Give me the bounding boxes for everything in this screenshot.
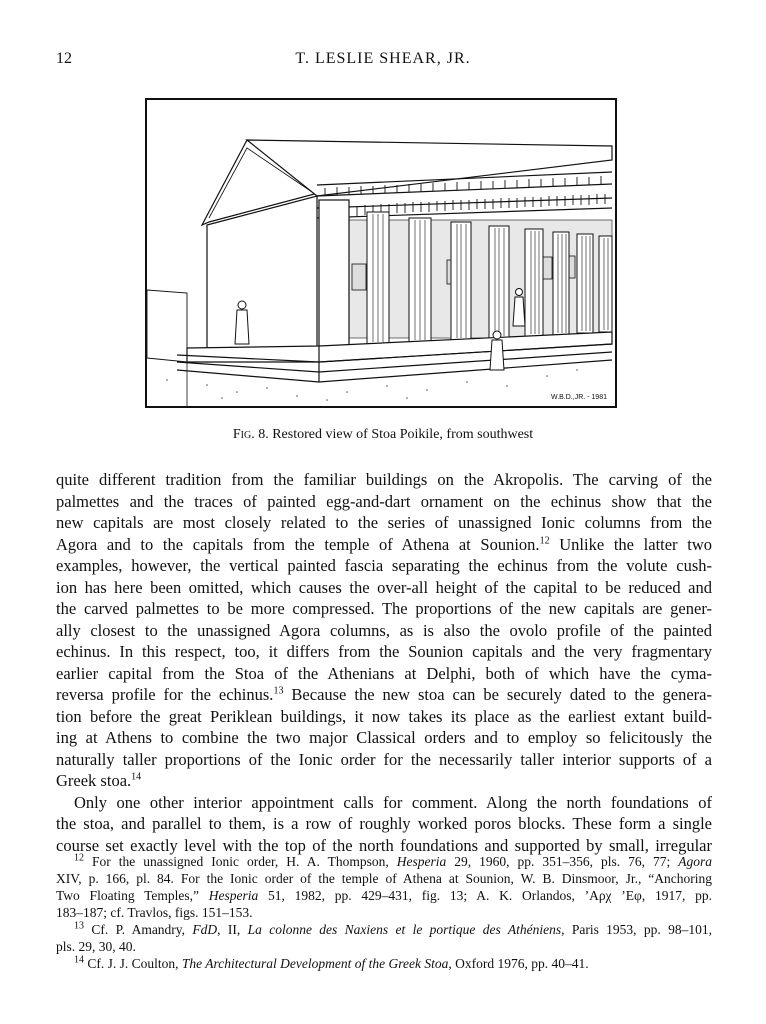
footnote-line: XIV, p. 166, pl. 84. For the Ionic order of the temple of Athena at Sounion, W. B. Dinsmoor, Jr., “Anchoring [56,871,712,886]
footnote-ref: 12 [539,535,550,546]
body-line: echinus. In this respect, too, it differs from the Sounion capitals and the very fragmentary [56,642,712,661]
figure-stoa-drawing [145,98,617,408]
figure-caption [0,427,766,443]
body-line: Only one other interior appointment calls for comment. Along the north foundations of [74,792,712,812]
running-title: T. LESLIE SHEAR, JR. [295,50,471,67]
figure-signature: W.B.D.,JR. - 1981 [550,394,607,401]
body-line: Greek stoa.$^{14}$ [56,771,142,790]
caption-figure-label: Fig. 8. [232,427,269,442]
footnote-line: pls. 29, 30, 40. [56,939,136,954]
caption-text: Restored view of Stoa Poikile, from southwest [268,427,534,442]
body-line: ing at Athens to combine the two major Classical orders and to employ so felicitously the [56,728,712,747]
body-line: the carved palmettes to be more compressed. The proportions of the new capitals are gener- [56,599,712,618]
footnote-line: 183–187; cf. Travlos, figs. 151–153. [56,905,253,920]
footnote-ref: 13 [273,685,284,697]
footnote-14: $^{14}$ Cf. J. J. Coulton, The Architectural Development of the Greek Stoa, Oxford 1976, pp. 40–41. [74,954,589,971]
body-line: tion before the great Periklean buildings, it now takes its place as the earliest extant build- [56,706,712,726]
body-line: palmettes and the traces of painted egg-and-dart ornament on the echinus show that the [56,491,712,511]
body-line: Agora and to the capitals from the temple of Athena at Sounion.$^{12}$ Unlike the latter two [56,534,712,554]
body-line: earlier capital from the Stoa of the Athenians at Delphi, both of which have the cyma- [56,663,712,683]
body-line: naturally taller proportions of the Ionic order for the necessarily taller interior supports of a [56,749,712,769]
page-number: 12 [56,50,72,67]
body-line: the stoa, and parallel to them, is a row of roughly worked poros blocks. These form a single [56,814,712,833]
body-line: examples, however, the vertical painted fascia separating the echinus from the volute cush- [56,556,712,575]
body-line: ally closest to the unassigned Agora columns, as is also the ovolo profile of the painted [56,620,712,640]
footnote-12: $^{12}$ For the unassigned Ionic order, H. A. Thompson, Hesperia 29, 1960, pp. 351–356, pls. 76, 77; Agora [74,852,712,869]
footnote-line: Two Floating Temples,” Hesperia 51, 1982, pp. 429–431, fig. 13; A. K. Orlandos, ’Αρχ ’Εφ, 1917, pp. [56,888,712,903]
body-line: reversa profile for the echinus.$^{13}$ Because the new stoa can be securely dated to the genera- [56,685,712,704]
body-text [56,469,712,856]
body-line: new capitals are most closely related to the series of unassigned Ionic columns from the [56,513,712,532]
footnotes [56,853,712,972]
footnote-ref: 14 [131,771,142,783]
body-line: course set exactly level with the top of the north foundations and supported by small, irregular [56,835,712,855]
body-line: ion has here been omitted, which causes the over-all height of the capital to be reduced and [56,577,712,597]
body-line: quite different tradition from the familiar buildings on the Akropolis. The carving of the [56,470,712,489]
footnote-13: $^{13}$ Cf. P. Amandry, FdD, II, La colonne des Naxiens et le portique des Athéniens, Paris 1953, pp. 98–101, [74,920,713,937]
